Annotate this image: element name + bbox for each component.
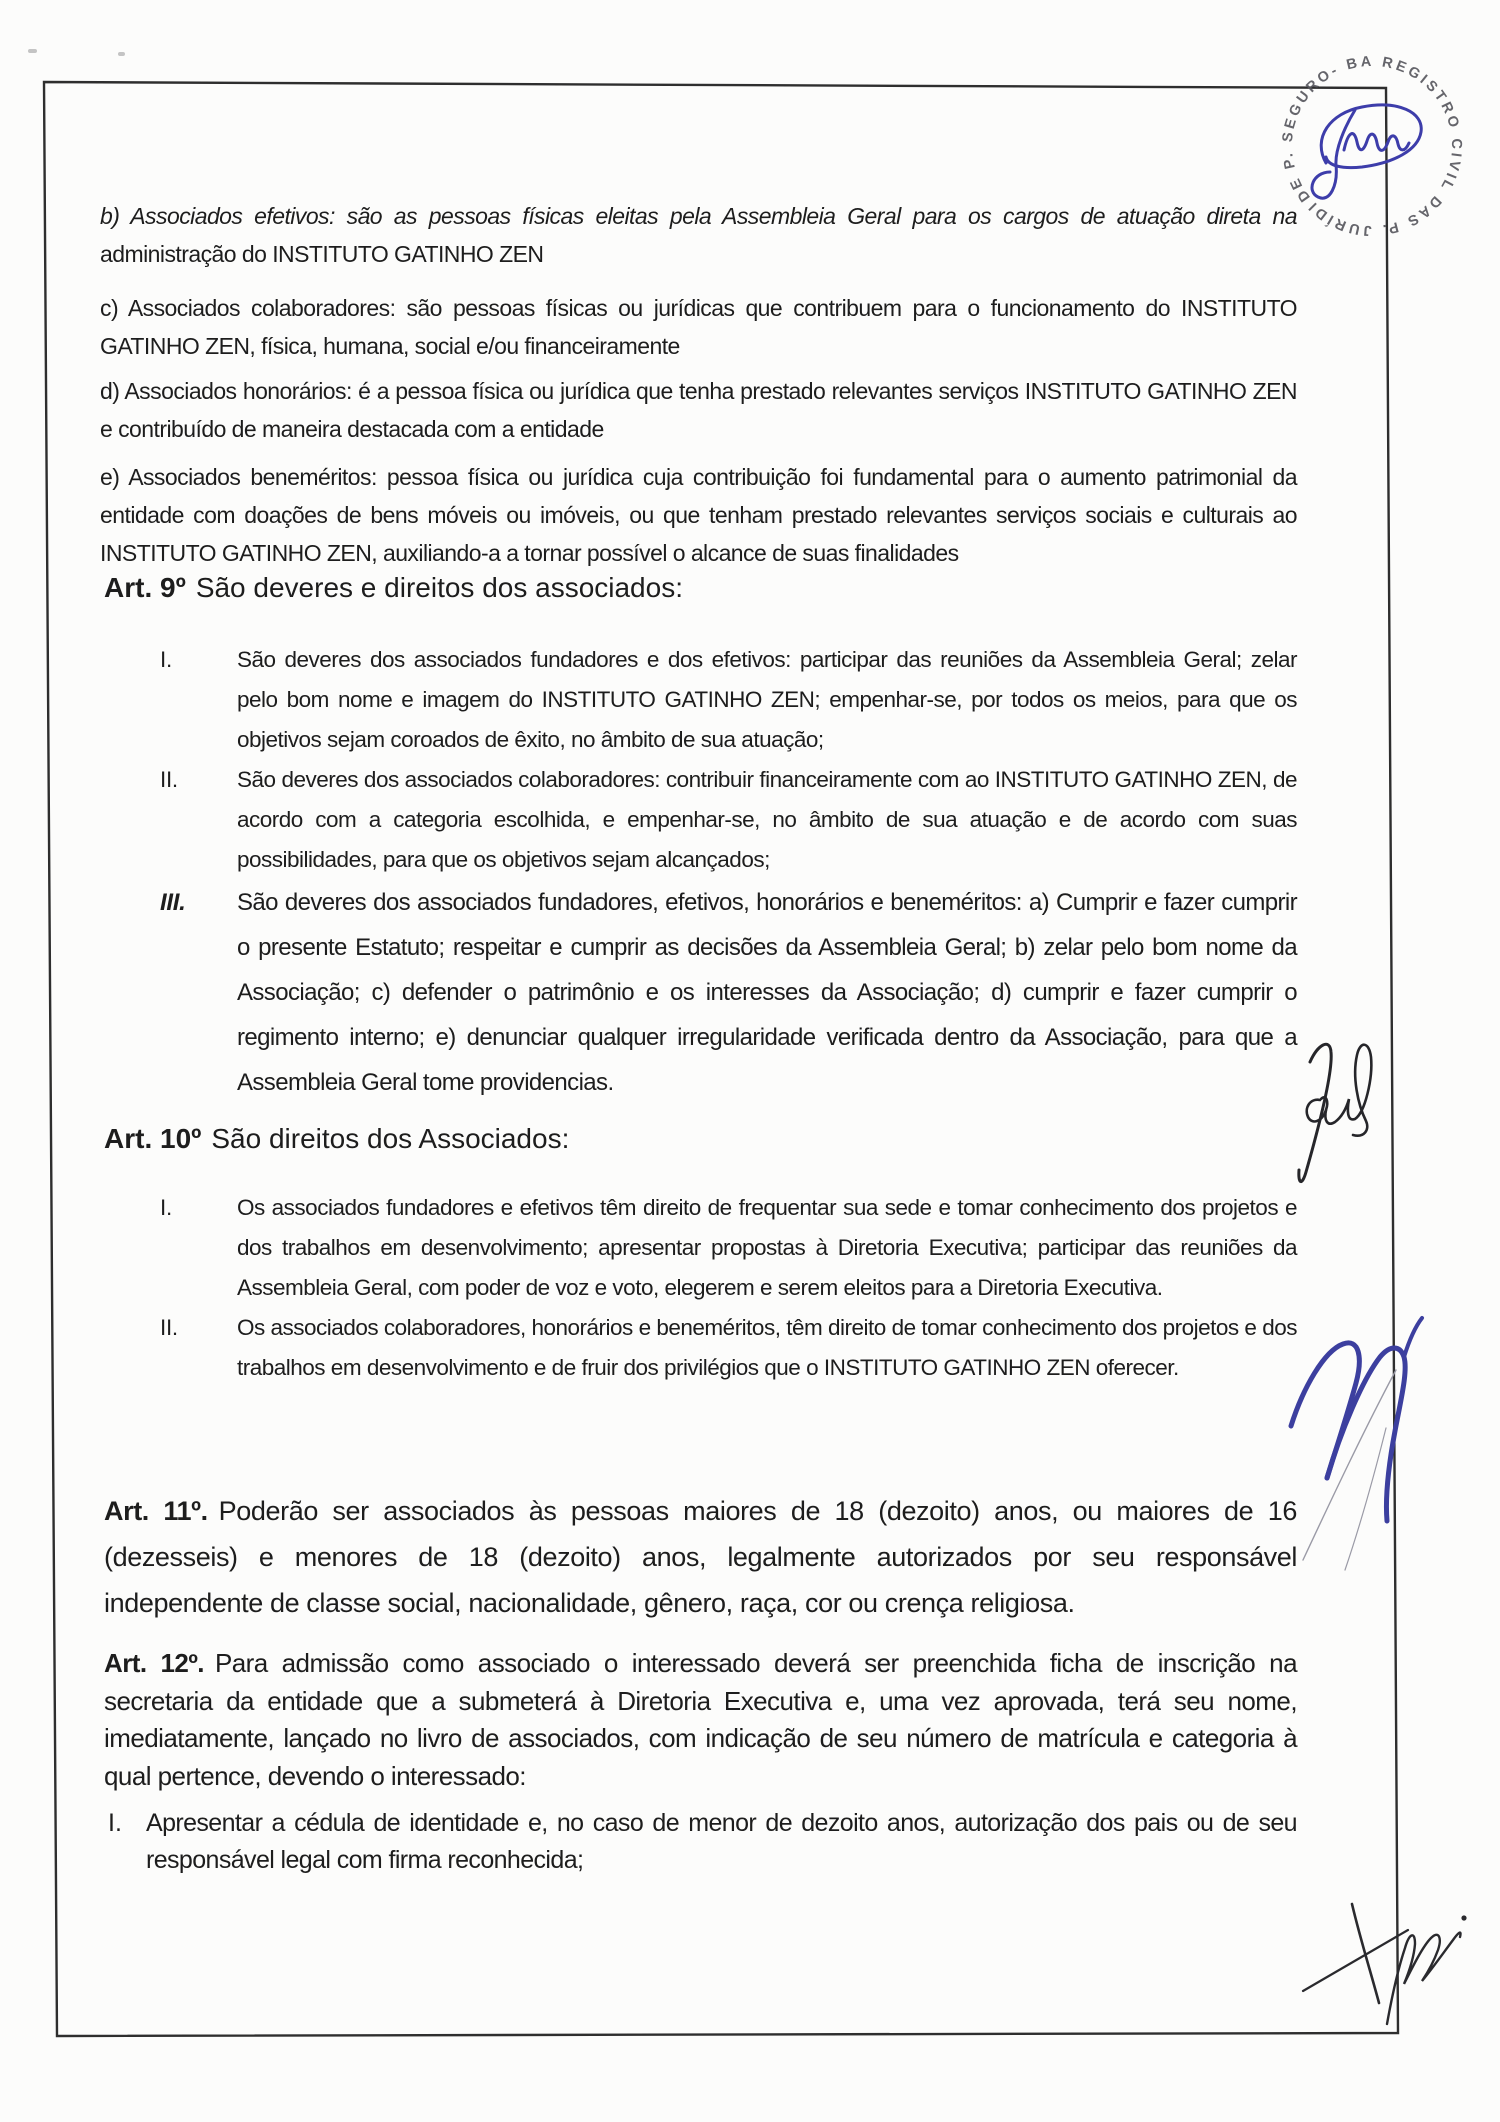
article-10-item-1 [160,1188,1297,1308]
article-9-label: Art. 9º [104,572,186,603]
article-11-text: Poderão ser associados às pessoas maiores de 18 (dezoito) anos, ou maiores de 16 (dezesseis) e menores de 18 (dezoito) anos, legalmente autorizados por seu responsável independente de classe social, nacionalidade, gênero, raça, cor ou crença religiosa. [104,1496,1297,1618]
signature-1-ink [1299,1044,1371,1181]
item-text: São deveres dos associados fundadores e dos efetivos: participar das reuniões da Assembleia Geral; zelar pelo bom nome e imagem do INSTITUTO GATINHO ZEN; empenhar-se, por todos os meios, para que os objetivos sejam coroados de êxito, no âmbito de sua atuação; [237,647,1297,752]
stamp-ring-text: DE P. SEGURO- BA REGISTRO CIVIL DAS P. JURÍDICAS [214,53,1465,924]
admission-item-1 [108,1805,1297,1879]
paragraph-c-associados-colaboradores: c) Associados colaboradores: são pessoas físicas ou jurídicas que contribuem para o funcionamento do INSTITUTO GATINHO ZEN, física, humana, social e/ou financeiramente [100,295,1297,359]
item-numeral: I. [160,1195,172,1220]
article-12-text: Para admissão como associado o interessado deverá ser preenchida ficha de inscrição na secretaria da entidade que a submeterá à Diretoria Executiva e, uma vez aprovada, terá seu nome, imediatamente, lançado no livro de associados, com indicação de seu número de matrícula e categoria à qual pertence, devendo o interessado: [104,1648,1297,1791]
article-9-items [160,640,1297,1105]
article-11-paragraph [104,1488,1297,1626]
item-numeral: II. [160,1315,178,1340]
item-numeral: III. [160,889,186,916]
item-numeral: I. [108,1809,122,1837]
article-10-label: Art. 10º [104,1123,202,1154]
item-numeral: II. [160,767,178,792]
stamp-signature-ink [1312,105,1421,198]
item-text: Apresentar a cédula de identidade e, no caso de menor de dezoito anos, autorização dos pais ou de seu responsável legal com firma reconhecida; [146,1809,1297,1874]
item-numeral: I. [160,647,172,672]
article-10-items [160,1188,1297,1388]
article-9-item-3 [160,880,1297,1105]
signature-2-ink [1291,1318,1422,1570]
article-9-heading [104,571,683,605]
item-text: Os associados colaboradores, honorários e beneméritos, têm direito de tomar conhecimento dos projetos e dos trabalhos em desenvolvimento e de fruir dos privilégios que o INSTITUTO GATINHO ZEN oferecer. [237,1315,1297,1380]
article-12-paragraph [104,1645,1297,1795]
scan-specks [28,49,125,56]
signature-3-dot [1461,1915,1466,1920]
item-text: São deveres dos associados fundadores, efetivos, honorários e beneméritos: a) Cumprir e fazer cumprir o presente Estatuto; respeitar e cumprir as decisões da Assembleia Geral; b) zelar pelo bom nome da Associação; c) defender o patrimônio e os interesses da Associação; d) cumprir e fazer cumprir o regimento interno; e) denunciar qualquer irregularidade verificada dentro da Associação, para que a Assembleia Geral tome providencias. [237,889,1297,1096]
article-10-item-2 [160,1308,1297,1388]
paragraph-b-associados-efetivos: b) Associados efetivos: são as pessoas físicas eleitas pela Assembleia Geral para os cargos de atuação direta na administração do INSTITUTO GATINHO ZEN [100,203,1297,267]
article-10-heading [104,1122,569,1156]
article-9-item-1 [160,640,1297,760]
article-10-title: São direitos dos Associados: [211,1123,570,1154]
article-9-item-2 [160,760,1297,880]
article-9-title: São deveres e direitos dos associados: [195,572,683,603]
signature-3-ink [1303,1904,1467,2024]
item-text: Os associados fundadores e efetivos têm direito de frequentar sua sede e tomar conhecimento dos projetos e dos trabalhos em desenvolvimento; apresentar propostas à Diretoria Executiva; participar das reuniões da Assembleia Geral, com poder de voz e voto, elegerem e serem eleitos para a Diretoria Executiva. [237,1195,1297,1300]
item-text: São deveres dos associados colaboradores: contribuir financeiramente com ao INSTITUTO GATINHO ZEN, de acordo com a categoria escolhida, e empenhar-se, no âmbito de sua atuação e de acordo com suas possibilidades, para que os objetivos sejam alcançados; [237,767,1297,872]
paragraph-e-associados-benemeritos: e) Associados beneméritos: pessoa física ou jurídica cuja contribuição foi fundamental para o aumento patrimonial da entidade com doações de bens móveis ou imóveis, ou que tenham prestado relevantes serviços sociais e culturais ao INSTITUTO GATINHO ZEN, auxiliando-a a tornar possível o alcance de suas finalidades [100,464,1297,566]
article-12-label: Art. 12º. [104,1648,204,1678]
article-11-label: Art. 11º. [104,1496,208,1526]
paragraph-d-associados-honorarios: d) Associados honorários: é a pessoa física ou jurídica que tenha prestado relevantes serviços INSTITUTO GATINHO ZEN e contribuído de maneira destacada com a entidade [100,378,1297,442]
